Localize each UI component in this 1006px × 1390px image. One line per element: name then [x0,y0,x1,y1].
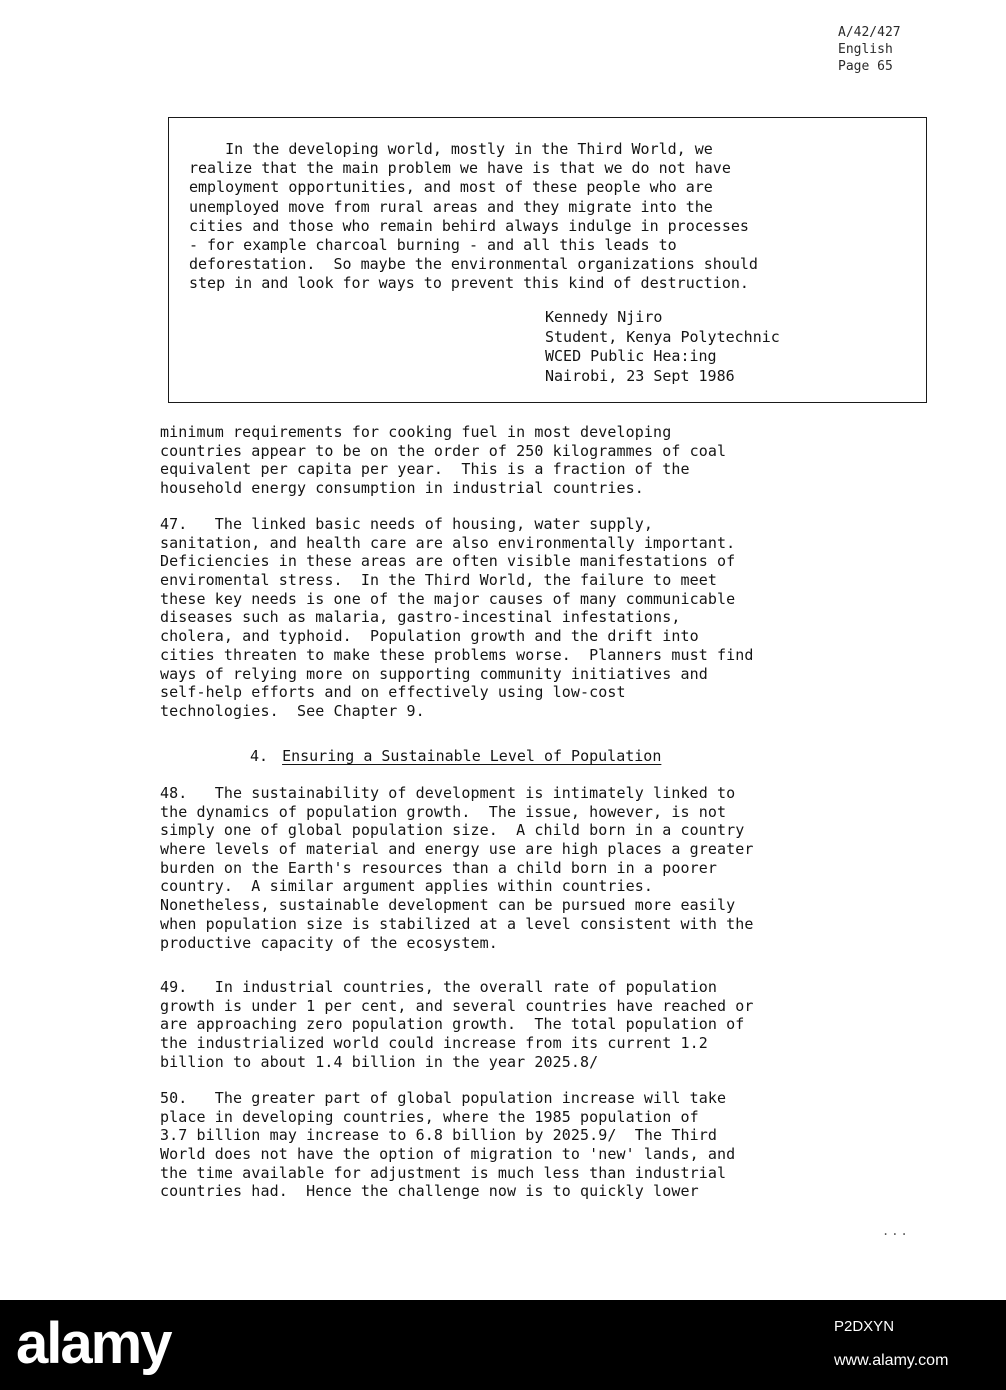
paragraph-line: household energy consumption in industrial countries. [160,479,644,498]
paragraph-line: sanitation, and health care are also environmentally important. [160,533,736,552]
paragraph-line: 49. In industrial countries, the overall rate of population [160,978,717,996]
paragraph-line: cholera, and typhoid. Population growth and the drift into [160,627,699,646]
quote-line: step in and look for ways to prevent this kind of destruction. [189,274,749,293]
paragraph-line: 50. The greater part of global population increase will take [160,1089,727,1107]
page-number: Page 65 [838,59,893,74]
quote-line: cities and those who remain behird always indulge in processes [189,216,749,235]
document-symbol: A/42/427 [838,25,901,40]
section-title: Ensuring a Sustainable Level of Population [282,747,662,765]
paragraph-line: where levels of material and energy use are high places a greater [160,840,754,859]
paragraph-line: billion to about 1.4 billion in the year 2025.8/ [160,1052,599,1071]
paragraph-line: the time available for adjustment is much less than industrial [160,1163,727,1182]
quote-line: realize that the main problem we have is that we do not have [189,159,731,178]
attribution-affiliation: Student, Kenya Polytechnic [545,327,780,346]
brand-logo: alamy [16,1311,171,1376]
quote-text [189,140,758,294]
paragraph-line: growth is under 1 per cent, and several countries have reached or [160,996,754,1015]
attribution-name: Kennedy Njiro [545,308,663,326]
site-url: www.alamy.com [834,1352,949,1369]
paragraph-50 [160,1089,735,1201]
paragraph-line: the industrialized world could increase from its current 1.2 [160,1034,708,1053]
paragraph-line: 3.7 billion may increase to 6.8 billion by 2025.9/ The Third [160,1126,717,1145]
paragraph-line: Deficiencies in these areas are often visible manifestations of [160,552,736,571]
paragraph-line: Nonetheless, sustainable development can be pursued more easily [160,896,736,915]
paragraph-line: these key needs is one of the major causes of many communicable [160,589,736,608]
quote-line: In the developing world, mostly in the Third World, we [189,140,713,158]
quote-box [168,117,927,403]
paragraph-line: countries had. Hence the challenge now is to quickly lower [160,1182,699,1201]
document-header [838,24,901,75]
paragraph-line: cities threaten to make these problems worse. Planners must find [160,645,754,664]
paragraph-48 [160,784,754,952]
paragraph-line: productive capacity of the ecosystem. [160,933,498,952]
paragraph-line: World does not have the option of migration to 'new' lands, and [160,1145,736,1164]
attribution-place-date: Nairobi, 23 Sept 1986 [545,366,735,385]
paragraph-line: the dynamics of population growth. The issue, however, is not [160,802,727,821]
quote-attribution [545,308,780,386]
paragraph-line: simply one of global population size. A child born in a country [160,821,745,840]
paragraph-line: 47. The linked basic needs of housing, water supply, [160,515,654,533]
paragraph-47 [160,515,754,721]
watermark-footer [0,1300,1006,1390]
paragraph-line: minimum requirements for cooking fuel in most developing [160,423,672,441]
paragraph-line: ways of relying more on supporting community initiatives and [160,664,708,683]
document-language: English [838,42,893,57]
paragraph-line: country. A similar argument applies within countries. [160,877,654,896]
paragraph-line: 48. The sustainability of development is intimately linked to [160,784,736,802]
quote-line: - for example charcoal burning - and all this leads to [189,235,677,254]
section-heading [250,747,661,766]
paragraph-line: diseases such as malaria, gastro-incestinal infestations, [160,608,681,627]
paragraph-continuation [160,423,726,498]
attribution-event: WCED Public Hea:ing [545,347,717,365]
paragraph-line: technologies. See Chapter 9. [160,701,425,720]
paragraph-line: are approaching zero population growth. The total population of [160,1015,745,1034]
section-number: 4. [250,747,269,765]
quote-line: unemployed move from rural areas and they migrate into the [189,197,713,216]
quote-line: employment opportunities, and most of these people who are [189,178,713,197]
paragraph-line: when population size is stabilized at a level consistent with the [160,914,754,933]
paragraph-line: countries appear to be on the order of 250 kilogrammes of coal [160,441,727,460]
image-code: P2DXYN [834,1318,895,1335]
paragraph-line: enviromental stress. In the Third World, the failure to meet [160,571,717,590]
paragraph-line: equivalent per capita per year. This is a fraction of the [160,460,690,479]
paragraph-49 [160,978,754,1071]
paragraph-line: place in developing countries, where the 1985 population of [160,1107,699,1126]
paragraph-line: burden on the Earth's resources than a child born in a poorer [160,858,717,877]
continued-marker: ... [882,1224,910,1238]
quote-line: deforestation. So maybe the environmental organizations should [189,255,758,274]
paragraph-line: self-help efforts and on effectively using low-cost [160,683,626,702]
